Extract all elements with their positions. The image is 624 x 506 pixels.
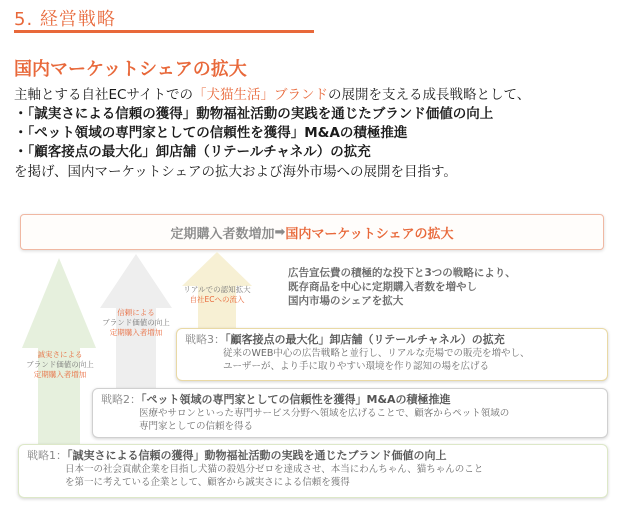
strategy-1-box [18,444,608,498]
strategy-3-title: 「顧客接点の最大化」卸店舗（リテールチャネル）の拡充 [225,333,505,346]
strategy-2-title: 「ペット領域の専門家としての信頼性を獲得」M&Aの積極推進 [141,393,451,406]
summary-line-3: 国内市場のシェアを拡大 [288,295,404,307]
intro-text-c: の展開を支える成長戦略として、 [328,87,531,103]
strategy-3-box [176,328,608,381]
arrow-3-line-1: リアルでの認知拡大 [183,285,251,294]
page-subtitle: 国内マーケットシェアの拡大 [14,59,247,80]
section-divider [14,30,314,33]
strategy-summary [288,266,516,308]
arrow-1-line-3: 定期購入者増加 [33,370,87,379]
arrow-label-2 [90,308,182,338]
banner-right: 国内マーケットシェアの拡大 [285,226,454,242]
intro-strategy-3: ・「顧客接点の最大化」卸店舗（リテールチャネル）の拡充 [14,144,371,160]
arrow-label-3 [172,285,262,305]
strategy-1-number: 戦略1： [27,449,67,462]
brand-name-highlight: 「犬猫生活」ブランド [193,87,329,103]
arrow-1-line-1: 誠実さによる [37,350,83,359]
banner-arrow-icon: ➡ [274,224,286,240]
arrow-2-line-1: 信頼による [117,308,155,317]
strategy-2-desc-1: 医療やサロンといった専門サービス分野へ領域を広げることで、顧客からペット領域の [139,408,510,419]
intro-strategy-1: ・「誠実さによる信頼の獲得」動物福祉活動の実践を通じたブランド価値の向上 [14,106,494,122]
strategy-2-box [92,388,608,438]
strategy-3-heading [185,332,599,347]
strategy-1-title: 「誠実さによる信頼の獲得」動物福祉活動の実践を通じたブランド価値の向上 [67,449,447,462]
arrow-2-line-2: ブランド価値の向上 [102,318,170,327]
intro-text-a: 主軸とする自社ECサイトでの [14,87,194,103]
banner-left: 定期購入者数増加 [170,226,275,242]
section-title: 5. 経営戦略 [14,9,116,30]
strategy-2-number: 戦略2： [101,393,141,406]
goal-banner [20,214,604,250]
intro-conclusion: を掲げ、国内マーケットシェアの拡大および海外市場への展開を目指す。 [14,164,457,180]
strategy-2-heading [101,392,599,407]
strategy-3-desc-1: 従来のWEB中心の広告戦略と並行し、リアルな売場での販売を増やし、 [223,348,530,359]
arrow-label-1 [14,350,106,380]
arrow-1-line-2: ブランド価値の向上 [26,360,94,369]
arrow-3-line-2: 自社ECへの流入 [189,295,245,304]
strategy-2-desc-2: 専門家としての信頼を得る [139,421,254,432]
arrow-2-line-3: 定期購入者増加 [109,328,163,337]
summary-line-2: 既存商品を中心に定期購入者数を増やし [288,281,477,293]
strategy-1-desc-1: 日本一の社会貢献企業を目指し犬猫の殺処分ゼロを達成させ、本当にわんちゃん、猫ちゃんのこと [65,464,484,475]
intro-strategy-2: ・「ペット領域の専門家としての信頼性を獲得」M&Aの積極推進 [14,125,408,141]
strategy-1-desc-2: を第一に考えている企業として、顧客から誠実さによる信頼を獲得 [65,477,350,488]
strategy-3-number: 戦略3： [185,333,225,346]
strategy-3-desc-2: ユーザーが、より手に取りやすい環境を作り認知の場を広げる [223,361,490,372]
strategy-1-heading [27,448,599,463]
summary-line-1: 広告宣伝費の積極的な投下と3つの戦略により、 [288,267,516,279]
intro-line-0 [14,86,530,105]
